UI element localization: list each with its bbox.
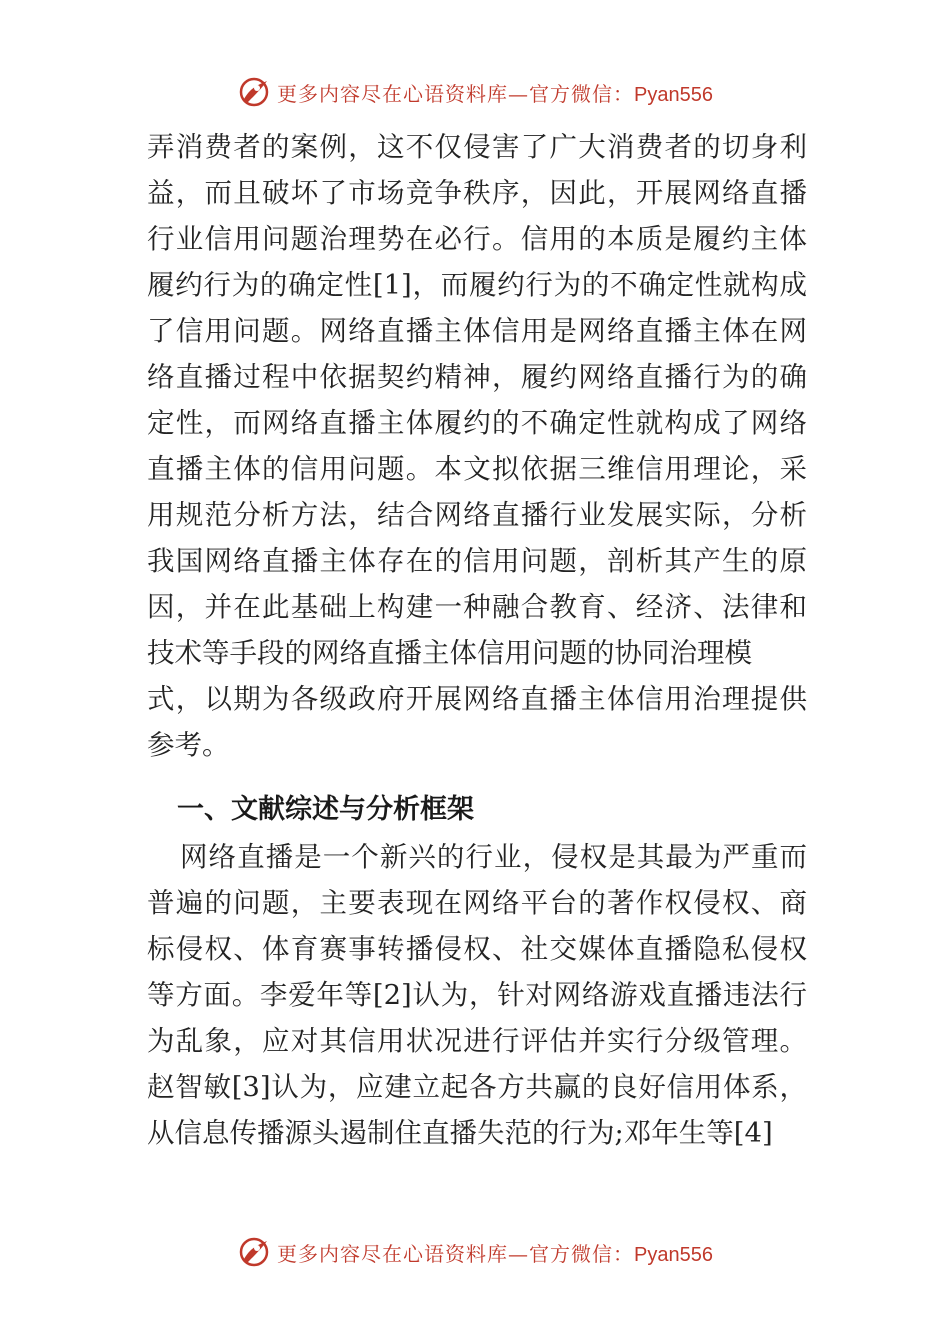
brand-logo-icon: [237, 1235, 271, 1269]
text-line: 因，并在此基础上构建一种融合教育、经济、法律和: [147, 591, 807, 623]
text-line: 赵智敏[3]认为，应建立起各方共赢的良好信用体系，: [147, 1071, 807, 1103]
text-line: 益，而且破坏了市场竞争秩序，因此，开展网络直播: [147, 177, 807, 209]
text-line: 普遍的问题，主要表现在网络平台的著作权侵权、商: [147, 887, 807, 919]
footer-wechat-id: Pyan556: [634, 1243, 713, 1266]
footer-banner: [0, 1232, 950, 1272]
footer-banner-text: 更多内容尽在心语资料库—官方微信：Pyan556: [277, 1241, 713, 1266]
text-line: 弄消费者的案例，这不仅侵害了广大消费者的切身利: [147, 131, 807, 163]
section-heading: 一、文献综述与分析框架: [177, 794, 474, 825]
text-line: 标侵权、体育赛事转播侵权、社交媒体直播隐私侵权: [147, 933, 807, 965]
text-line: 从信息传播源头遏制住直播失范的行为;邓年生等[4]: [147, 1117, 773, 1149]
text-line: 式，以期为各级政府开展网络直播主体信用治理提供: [147, 683, 807, 715]
text-line: 等方面。李爱年等[2]认为，针对网络游戏直播违法行: [147, 979, 807, 1011]
text-line: 行业信用问题治理势在必行。信用的本质是履约主体: [147, 223, 807, 255]
text-line: 技术等手段的网络直播主体信用问题的协同治理模: [147, 637, 752, 669]
document-body: [147, 124, 807, 1156]
text-line: 参考。: [147, 729, 230, 761]
header-wechat-id: Pyan556: [634, 83, 713, 106]
text-line: 定性，而网络直播主体履约的不确定性就构成了网络: [147, 407, 807, 439]
header-banner: [0, 72, 950, 112]
text-line: 络直播过程中依据契约精神，履约网络直播行为的确: [147, 361, 807, 393]
text-line: 履约行为的确定性[1]，而履约行为的不确定性就构成: [147, 269, 807, 301]
brand-logo-icon: [237, 75, 271, 109]
header-banner-text: 更多内容尽在心语资料库—官方微信：Pyan556: [277, 81, 713, 106]
text-line: 为乱象，应对其信用状况进行评估并实行分级管理。: [147, 1025, 807, 1057]
paragraph-1: [147, 124, 807, 768]
text-line: 了信用问题。网络直播主体信用是网络直播主体在网: [147, 315, 807, 347]
paragraph-2: [147, 834, 807, 1156]
text-line: 我国网络直播主体存在的信用问题，剖析其产生的原: [147, 545, 807, 577]
text-line: 直播主体的信用问题。本文拟依据三维信用理论，采: [147, 453, 807, 485]
text-line: 网络直播是一个新兴的行业，侵权是其最为严重而: [180, 841, 807, 873]
text-line: 用规范分析方法，结合网络直播行业发展实际，分析: [147, 499, 807, 531]
